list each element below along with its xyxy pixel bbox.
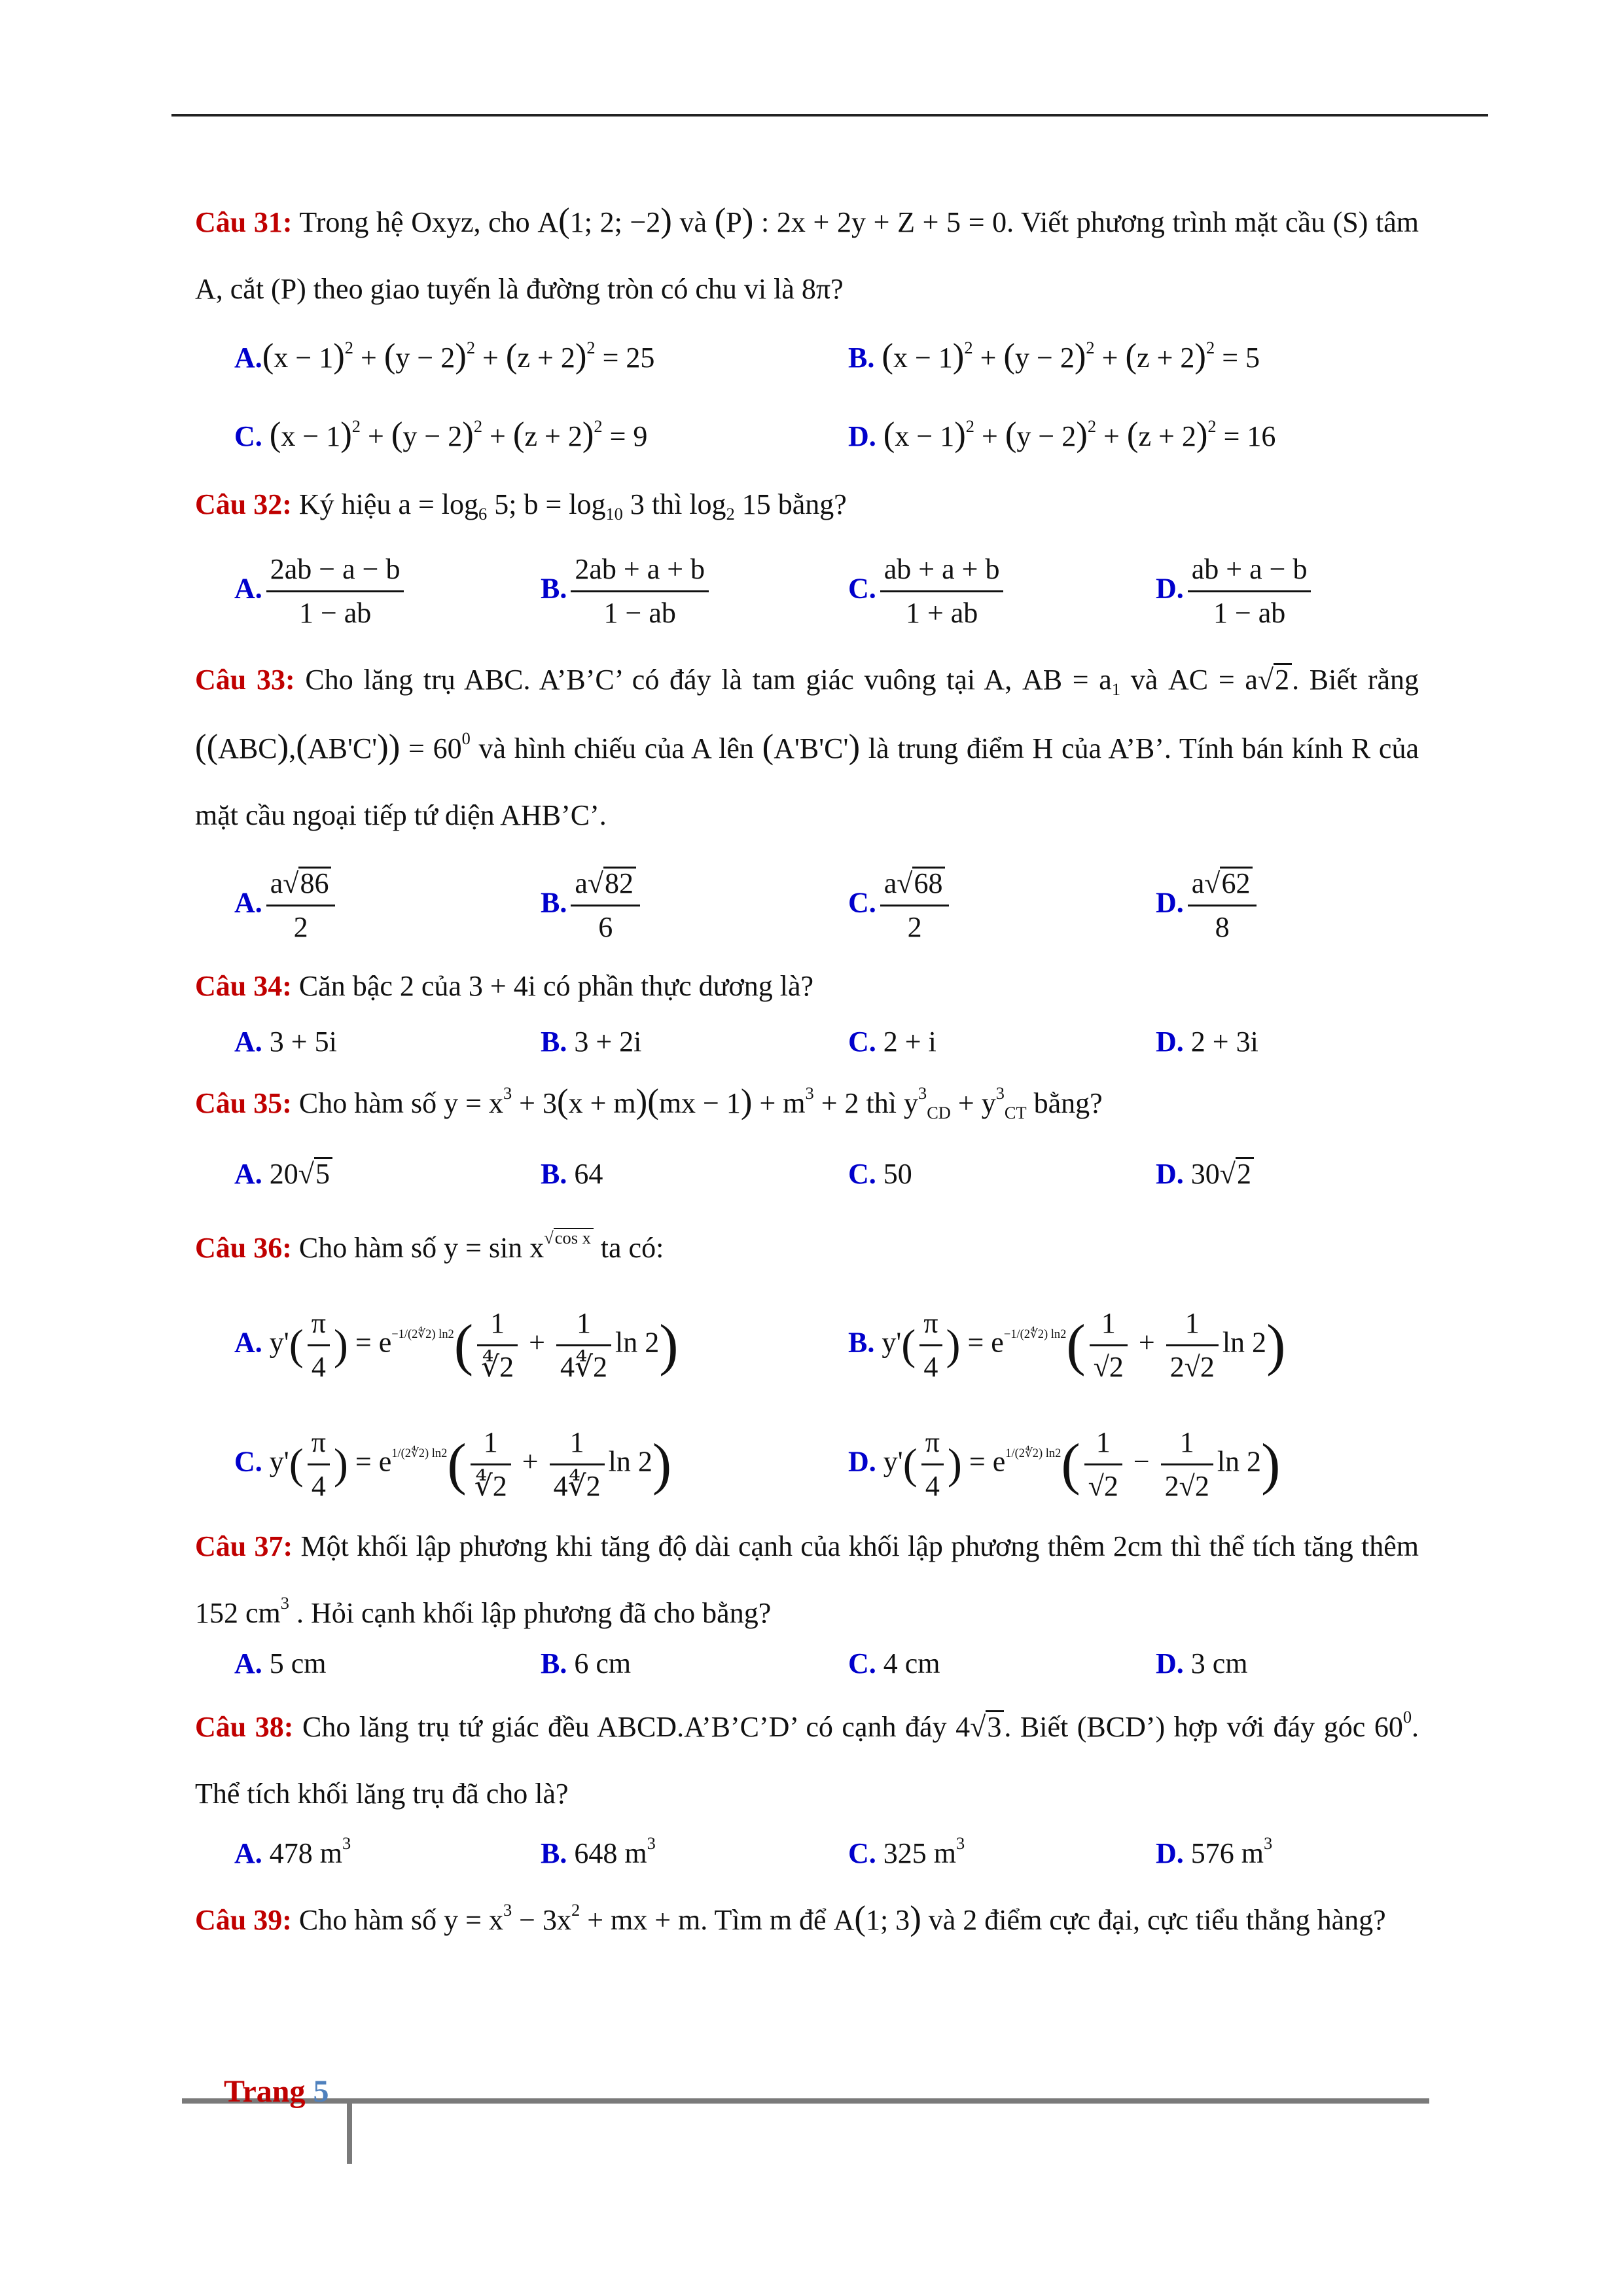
question-38: Câu 38: Cho lăng trụ tứ giác đều ABCD.A’B’C’D’ có cạnh đáy 4√3. Biết (BCD’) hợp với đáy góc $60^0$. Thể tích khối lăng trụ đã cho là?: [195, 1706, 1419, 1810]
question-34: Câu 34: Căn bậc 2 của 3 + 4i có phần thực dương là?: [195, 970, 814, 1002]
option-34d[interactable]: D. 2 + 3i: [1156, 1026, 1258, 1058]
option-37c[interactable]: C. 4 cm: [848, 1647, 940, 1679]
footer-divider: [347, 2098, 352, 2164]
option-33a[interactable]: A. $\frac{a√86}{2}$: [234, 863, 339, 948]
page-label-text: Trang: [224, 2074, 306, 2109]
page-number: 5: [313, 2074, 329, 2109]
question-33: Câu 33: Cho lăng trụ ABC. A’B’C’ có đáy là tam giác vuông tại A, AB = $a_1$ và AC = a√2. Biết rằng $((ABC),(AB'C')) = 60^0$ và hình chiếu của A lên (A'B'C') là trung điểm H của A’B’. Tính bán kính R của mặt cầu ngoại tiếp tứ diện AHB’C’.: [195, 664, 1419, 831]
option-36a[interactable]: A. y'( $\frac{\pi}{4}$ ) = $e^{-1/(2∜2) ln2}$( $\frac{1}{∜2}$ + $\frac{1}{4∜2}$ ln 2): [234, 1302, 679, 1388]
option-38c[interactable]: C. 325 $m^3$: [848, 1833, 965, 1869]
option-31a[interactable]: $A.(x - 1)^2 + (y - 2)^2 + (z + 2)^2 = 25$: [234, 337, 655, 375]
option-37b[interactable]: B. 6 cm: [541, 1647, 632, 1679]
question-37: Câu 37: Một khối lập phương khi tăng độ dài cạnh của khối lập phương thêm 2cm thì thể tích tăng thêm 152 $cm^3$ . Hỏi cạnh khối lập phương đã cho bằng?: [195, 1530, 1419, 1629]
option-34c[interactable]: C. 2 + i: [848, 1026, 936, 1058]
question-label: Câu 37:: [195, 1530, 293, 1562]
option-32d[interactable]: D. $\frac{ab + a - b}{1 - ab}$: [1156, 548, 1315, 634]
option-38b[interactable]: B. 648 $m^3$: [541, 1833, 656, 1869]
option-31b[interactable]: B. $(x - 1)^2 + (y - 2)^2 + (z + 2)^2 = 5$: [848, 337, 1260, 375]
option-36d[interactable]: D. y'( $\frac{\pi}{4}$ ) = $e^{1/(2∜2) ln2}$( $\frac{1}{√2}$ − $\frac{1}{2√2}$ ln 2): [848, 1422, 1280, 1507]
option-32a[interactable]: A. $\frac{2ab - a - b}{1 - ab}$: [234, 548, 408, 634]
question-label: Câu 38:: [195, 1711, 294, 1743]
option-34b[interactable]: B. 3 + 2i: [541, 1026, 642, 1058]
option-36c[interactable]: C. y'( $\frac{\pi}{4}$ ) = $e^{1/(2∜2) ln2}$( $\frac{1}{∜2}$ + $\frac{1}{4∜2}$ ln 2): [234, 1422, 671, 1507]
question-label: Câu 34:: [195, 970, 292, 1002]
option-33d[interactable]: D. $\frac{a√62}{8}$: [1156, 863, 1260, 948]
question-label: Câu 36:: [195, 1232, 292, 1264]
question-label: Câu 31:: [195, 206, 293, 238]
page-footer: [224, 2073, 329, 2109]
question-label: Câu 33:: [195, 664, 295, 696]
question-label: Câu 32:: [195, 488, 292, 520]
option-36b[interactable]: B. y'( $\frac{\pi}{4}$ ) = $e^{-1/(2∜2) ln2}$( $\frac{1}{√2}$ + $\frac{1}{2√2}$ ln 2): [848, 1302, 1285, 1388]
question-label: Câu 35:: [195, 1087, 292, 1119]
option-31d[interactable]: D. $(x - 1)^2 + (y - 2)^2 + (z + 2)^2 = 16$: [848, 416, 1276, 454]
option-33c[interactable]: C. $\frac{a√68}{2}$: [848, 863, 953, 948]
footer-rule: [182, 2098, 1429, 2104]
question-label: Câu 39:: [195, 1904, 292, 1936]
option-37a[interactable]: A. 5 cm: [234, 1647, 327, 1679]
option-38a[interactable]: A. 478 $m^3$: [234, 1833, 351, 1869]
option-33b[interactable]: B. $\frac{a√82}{6}$: [541, 863, 644, 948]
option-37d[interactable]: D. 3 cm: [1156, 1647, 1248, 1679]
option-35c[interactable]: C. 50: [848, 1158, 912, 1190]
question-32: Câu 32: Ký hiệu $a = \log_6 5$; $b = \log_{10} 3$ thì $\log_2 15$ bằng?: [195, 488, 847, 524]
question-36: Câu 36: Cho hàm số $y = \sin x^{√cos x}$ ta có:: [195, 1227, 664, 1264]
option-35a[interactable]: A. 20√5: [234, 1157, 332, 1191]
option-31c[interactable]: C. $(x - 1)^2 + (y - 2)^2 + (z + 2)^2 = 9$: [234, 416, 648, 454]
option-34a[interactable]: A. 3 + 5i: [234, 1026, 337, 1058]
header-rule: [171, 114, 1488, 117]
option-32b[interactable]: B. $\frac{2ab + a + b}{1 - ab}$: [541, 548, 713, 634]
option-35d[interactable]: D. 30√2: [1156, 1157, 1254, 1191]
question-35: Câu 35: Cho hàm số $y = x^3 + 3(x + m)(mx - 1) + m^3 + 2$ thì $y^3_{CD} + y^3_{CT}$ bằng?: [195, 1083, 1103, 1123]
question-39: Câu 39: Cho hàm số $y = x^3 - 3x^2$ + mx + m. Tìm m để A(1; 3) và 2 điểm cực đại, cực tiểu thẳng hàng?: [195, 1899, 1386, 1937]
option-32c[interactable]: C. $\frac{ab + a + b}{1 + ab}$: [848, 548, 1007, 634]
question-31: Câu 31: Trong hệ Oxyz, cho A(1; 2; −2) và (P) : 2x + 2y + Z + 5 = 0. Viết phương trình mặt cầu (S) tâm A, cắt (P) theo giao tuyến là đường tròn có chu vi là 8π?: [195, 202, 1419, 305]
option-38d[interactable]: D. 576 $m^3$: [1156, 1833, 1273, 1869]
option-35b[interactable]: B. 64: [541, 1158, 603, 1190]
